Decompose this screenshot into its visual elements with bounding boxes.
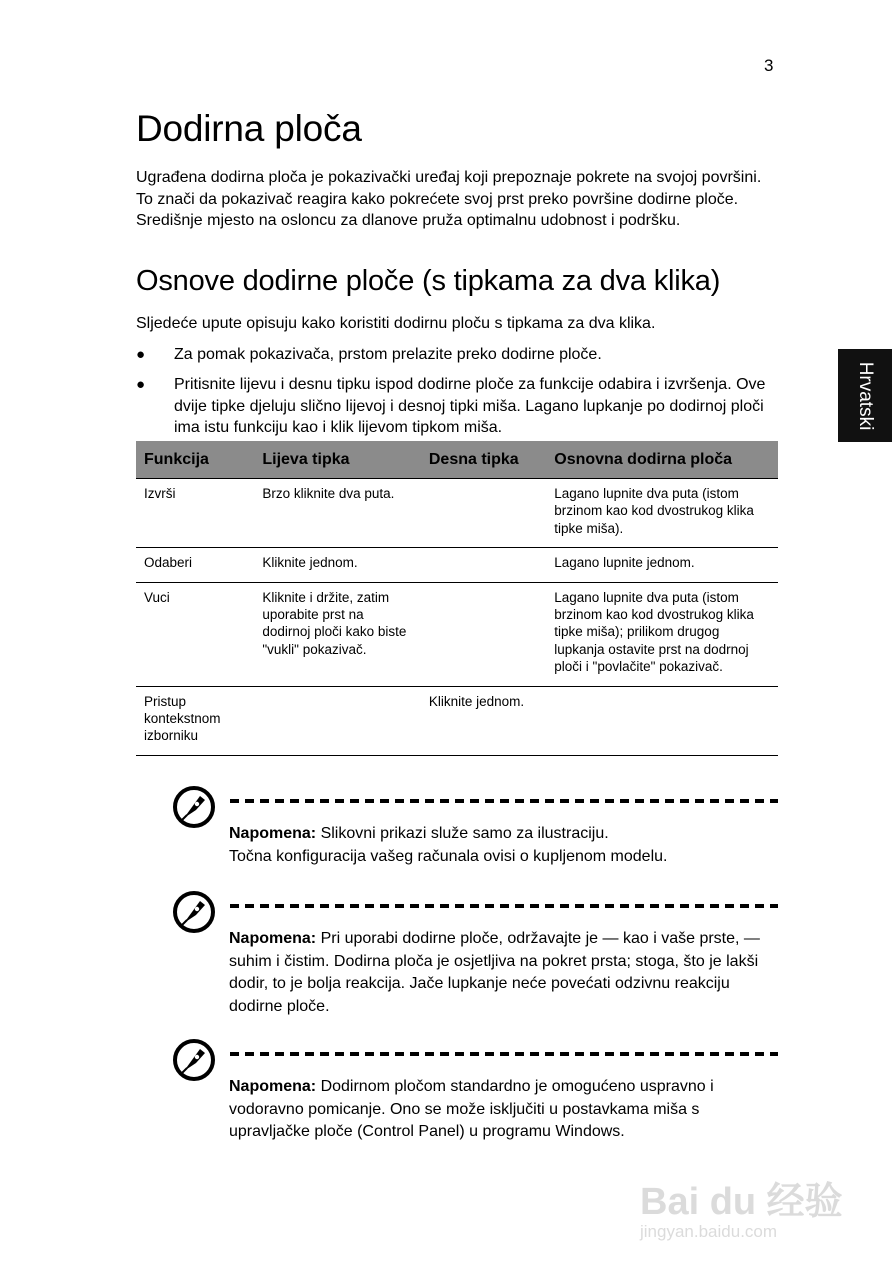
table-cell: Brzo kliknite dva puta. xyxy=(254,479,421,548)
note-label: Napomena: xyxy=(229,825,317,842)
lead-paragraph: Sljedeće upute opisuju kako koristiti dodirnu ploču s tipkama za dva klika. xyxy=(136,315,656,332)
table-cell xyxy=(254,686,421,755)
table-cell: Kliknite jednom. xyxy=(421,686,546,755)
table-cell xyxy=(421,479,546,548)
note-content: Slikovni prikazi služe samo za ilustraciju. xyxy=(316,825,609,842)
table-cell: Kliknite i držite, zatim uporabite prst na dodirnoj ploči kako biste "vukli" pokazivač. xyxy=(254,582,421,686)
note-pen-icon xyxy=(172,1038,216,1082)
note-pen-icon xyxy=(172,890,216,934)
table-header-cell: Desna tipka xyxy=(421,441,546,479)
table-row xyxy=(136,686,778,755)
table-cell: Izvrši xyxy=(136,479,254,548)
table-cell: Pristup kontekstnom izborniku xyxy=(136,686,254,755)
dashed-divider xyxy=(230,904,778,908)
table-cell xyxy=(421,582,546,686)
table-cell xyxy=(546,686,778,755)
watermark-logo-text: Bai du 经验 xyxy=(640,1181,843,1223)
note-label: Napomena: xyxy=(229,1078,317,1095)
bullet-text: Pritisnite lijevu i desnu tipku ispod dodirne ploče za funkcije odabira i izvršenja. Ove dvije tipke djeluju slično lijevoj i desnoj tipki miša. Lagano lupkanje po dodirnoj ploči ima istu funkciju kao i klik lijevom tipkom miša. xyxy=(174,376,766,437)
language-tab-label: Hrvatski xyxy=(855,361,876,430)
note-content-line2: Točna konfiguracija vašeg računala ovisi o kupljenom modelu. xyxy=(229,847,668,865)
table-header-row xyxy=(136,441,778,479)
note-text xyxy=(229,928,779,1018)
section-title: Osnove dodirne ploče (s tipkama za dva klika) xyxy=(136,265,721,297)
table-cell: Lagano lupnite jednom. xyxy=(546,548,778,582)
table-row xyxy=(136,582,778,686)
note-label: Napomena: xyxy=(229,930,317,947)
table-cell: Kliknite jednom. xyxy=(254,548,421,582)
note-text xyxy=(229,823,779,868)
table-header-cell: Funkcija xyxy=(136,441,254,479)
note-text xyxy=(229,1076,779,1144)
note-pen-icon xyxy=(172,785,216,829)
bullet-icon: ● xyxy=(136,346,146,363)
function-table xyxy=(136,441,778,756)
page-number: 3 xyxy=(764,56,774,75)
baidu-watermark xyxy=(640,1150,843,1250)
table-cell: Odaberi xyxy=(136,548,254,582)
table-cell: Vuci xyxy=(136,582,254,686)
bullet-icon: ● xyxy=(136,376,146,393)
note-content: Dodirnom pločom standardno je omogućeno uspravno i vodoravno pomicanje. Ono se može isključiti u postavkama miša s upravljačke ploče (Control Panel) u programu Windows. xyxy=(229,1078,714,1140)
table-row xyxy=(136,548,778,582)
table-cell: Lagano lupnite dva puta (istom brzinom kao kod dvostrukog klika tipke miša). xyxy=(546,479,778,548)
dashed-divider xyxy=(230,799,778,803)
dashed-divider xyxy=(230,1052,778,1056)
bullet-text: Za pomak pokazivača, prstom prelazite preko dodirne ploče. xyxy=(174,346,602,363)
table-cell: Lagano lupnite dva puta (istom brzinom kao kod dvostrukog klika tipke miša); prilikom drugog lupkanja ostavite prst na dodrnoj ploči i "povlačite" pokazivač. xyxy=(546,582,778,686)
table-cell xyxy=(421,548,546,582)
page-title: Dodirna ploča xyxy=(136,108,362,149)
language-tab xyxy=(838,349,892,442)
note-content: Pri uporabi dodirne ploče, održavajte je — kao i vaše prste, — suhim i čistim. Dodirna ploča je osjetljiva na pokret prsta; stoga, što je lakši dodir, to je bolja reakcija. Jače lupkanje neće povećati odzivnu reakciju dodirne ploče. xyxy=(229,930,760,1015)
table-row xyxy=(136,479,778,548)
table-header-cell: Lijeva tipka xyxy=(254,441,421,479)
watermark-url: jingyan.baidu.com xyxy=(640,1222,778,1241)
table-header-cell: Osnovna dodirna ploča xyxy=(546,441,778,479)
intro-paragraph: Ugrađena dodirna ploča je pokazivački uređaj koji prepoznaje pokrete na svojoj površini. To znači da pokazivač reagira kako pokrećete svoj prst preko površine dodirne ploče. Središnje mjesto na osloncu za dlanove pruža optimalnu udobnost i podršku. xyxy=(136,169,762,230)
